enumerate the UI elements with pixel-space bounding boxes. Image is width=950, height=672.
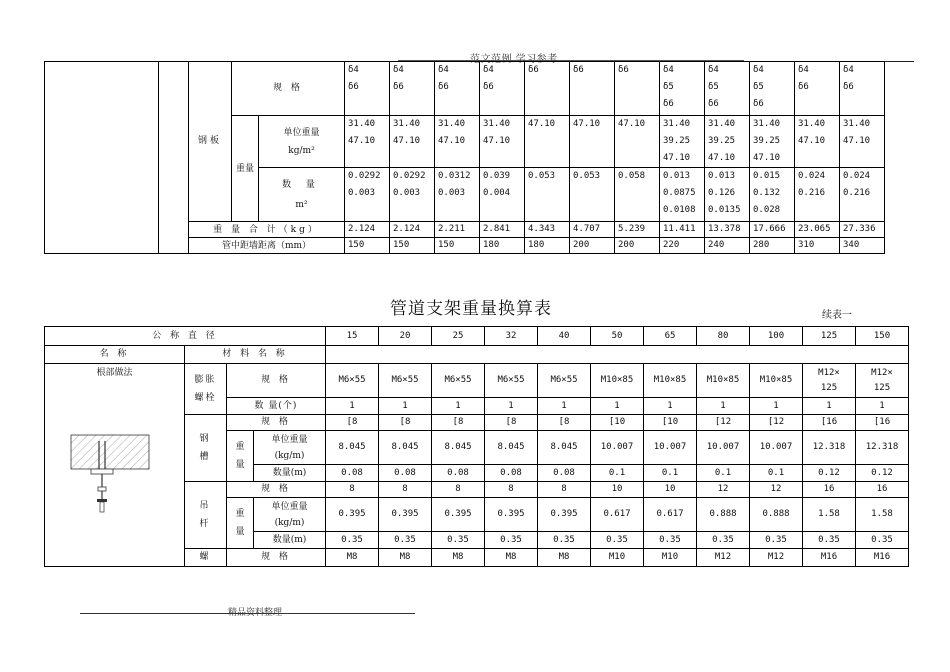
unit-weight-cell xyxy=(525,116,570,168)
bolt-spec-cell: M12× 125 xyxy=(803,364,856,398)
spec-cell-line: δ6 xyxy=(618,65,629,75)
unit-weight-cell-line: 47.10 xyxy=(798,136,826,146)
quantity-cell xyxy=(660,168,705,222)
unit-weight-cell-line: 47.10 xyxy=(393,136,421,146)
bolt-spec-cell: M10×85 xyxy=(591,364,644,398)
bolt-qty-cell: 1 xyxy=(538,398,591,415)
quantity-cell-line: 0.053 xyxy=(528,171,556,181)
rod-qty-cell: 0.35 xyxy=(485,532,538,549)
spec-cell xyxy=(750,62,795,116)
channel-spec-label: 规 格 xyxy=(227,415,326,431)
total-weight-cell: 2.841 xyxy=(480,222,525,238)
quantity-cell-line: 0.0292 xyxy=(348,171,381,181)
distance-cell: 180 xyxy=(480,238,525,254)
channel-unit-weight-cell: 10.007 xyxy=(591,431,644,465)
rod-unit-weight-cell: 0.395 xyxy=(485,498,538,532)
screw-spec-label: 规 格 xyxy=(227,549,326,567)
distance-cell: 150 xyxy=(345,238,390,254)
spec-cell-line: δ6 xyxy=(573,65,584,75)
total-weight-label: 重 量 合 计（kg） xyxy=(189,222,345,238)
total-weight-cell: 23.065 xyxy=(795,222,840,238)
diameter-cell: 50 xyxy=(591,327,644,346)
channel-qty-cell: 0.12 xyxy=(803,465,856,482)
rod-qty-cell: 0.35 xyxy=(591,532,644,549)
quantity-cell-line: 0.003 xyxy=(438,188,466,198)
unit-weight-cell-line: 31.40 xyxy=(483,119,511,129)
bolt-qty-cell: 1 xyxy=(644,398,697,415)
rod-spec-cell: 8 xyxy=(326,482,379,498)
bolt-qty-cell: 1 xyxy=(856,398,909,415)
unit-weight-cell-line: 47.10 xyxy=(438,136,466,146)
rod-spec-cell: 10 xyxy=(644,482,697,498)
screw-spec-cell: M8 xyxy=(326,549,379,567)
spec-cell-line: δ4 xyxy=(663,65,674,75)
unit-weight-cell-line: 31.40 xyxy=(438,119,466,129)
channel-unit-weight-cell: 12.318 xyxy=(856,431,909,465)
spec-cell xyxy=(660,62,705,116)
channel-unit-weight-cell: 10.007 xyxy=(750,431,803,465)
unit-weight-cell xyxy=(750,116,795,168)
bolt-spec-label: 规 格 xyxy=(227,364,326,398)
rod-qty-cell: 0.35 xyxy=(538,532,591,549)
screw-spec-cell: M8 xyxy=(379,549,432,567)
bolt-spec-cell: M6×55 xyxy=(432,364,485,398)
quantity-cell xyxy=(435,168,480,222)
distance-cell: 180 xyxy=(525,238,570,254)
unit-weight-cell-line: 31.40 xyxy=(393,119,421,129)
bolt-qty-cell: 1 xyxy=(326,398,379,415)
unit-weight-cell-line: 31.40 xyxy=(798,119,826,129)
spec-cell-line: δ6 xyxy=(708,99,719,109)
rod-spec-cell: 16 xyxy=(856,482,909,498)
rod-spec-label: 规 格 xyxy=(227,482,326,498)
unit-weight-cell xyxy=(390,116,435,168)
quantity-cell-line: 0.024 xyxy=(843,171,871,181)
channel-spec-cell: [8 xyxy=(538,415,591,431)
spec-cell-line: δ5 xyxy=(663,82,674,92)
bolt-spec-cell: M10×85 xyxy=(644,364,697,398)
rod-spec-cell: 8 xyxy=(379,482,432,498)
screw-spec-cell: M10 xyxy=(644,549,697,567)
bolt-spec-cell: M6×55 xyxy=(379,364,432,398)
quantity-cell-line: 0.013 xyxy=(708,171,736,181)
spec-cell-line: δ5 xyxy=(753,82,764,92)
bolt-qty-cell: 1 xyxy=(485,398,538,415)
bolt-qty-cell: 1 xyxy=(379,398,432,415)
quantity-cell-line: 0.216 xyxy=(798,188,826,198)
channel-spec-cell: [16 xyxy=(856,415,909,431)
qty-label: 数 量 m² xyxy=(259,168,345,222)
unit-weight-cell xyxy=(570,116,615,168)
bolt-spec-cell: M6×55 xyxy=(326,364,379,398)
rod-unit-weight-cell: 0.888 xyxy=(697,498,750,532)
unit-weight-cell-line: 39.25 xyxy=(753,136,781,146)
bolt-qty-cell: 1 xyxy=(697,398,750,415)
blank-cell xyxy=(45,62,159,254)
unit-weight-cell xyxy=(435,116,480,168)
channel-spec-cell: [10 xyxy=(591,415,644,431)
screw-label: 螺 xyxy=(185,549,227,567)
rod-spec-cell: 10 xyxy=(591,482,644,498)
rod-qty-cell: 0.35 xyxy=(856,532,909,549)
spec-cell-line: δ4 xyxy=(348,65,359,75)
page-header: 范文范例 学习参考 xyxy=(470,54,558,65)
channel-spec-cell: [8 xyxy=(326,415,379,431)
table-subtitle: 续表一 xyxy=(822,310,852,321)
unit-weight-cell-line: 31.40 xyxy=(663,119,691,129)
root-method-label: 根部做法 xyxy=(96,368,133,378)
channel-qty-cell: 0.08 xyxy=(485,465,538,482)
rod-unit-weight-label: 单位重量 (kg/m) xyxy=(254,498,326,532)
unit-weight-cell-line: 47.10 xyxy=(708,153,736,163)
quantity-cell-line: 0.024 xyxy=(798,171,826,181)
ceiling-slab-icon xyxy=(71,435,149,469)
total-weight-cell: 2.124 xyxy=(345,222,390,238)
quantity-cell-line: 0.004 xyxy=(483,188,511,198)
rod-unit-weight-cell: 0.395 xyxy=(538,498,591,532)
distance-cell: 240 xyxy=(705,238,750,254)
rod-qty-cell: 0.35 xyxy=(803,532,856,549)
unit-weight-cell-line: 39.25 xyxy=(663,136,691,146)
channel-qty-cell: 0.1 xyxy=(697,465,750,482)
spec-cell-line: δ6 xyxy=(798,82,809,92)
rod-qty-cell: 0.35 xyxy=(697,532,750,549)
distance-cell: 150 xyxy=(390,238,435,254)
quantity-cell xyxy=(345,168,390,222)
bolt-spec-cell: M10×85 xyxy=(697,364,750,398)
weight-label: 重量 xyxy=(232,116,259,222)
unit-weight-cell-line: 47.10 xyxy=(528,119,556,129)
channel-spec-cell: [8 xyxy=(379,415,432,431)
distance-cell: 310 xyxy=(795,238,840,254)
bolt-spec-cell: M10×85 xyxy=(750,364,803,398)
quantity-cell xyxy=(390,168,435,222)
channel-qty-cell: 0.08 xyxy=(538,465,591,482)
rod-qty-label: 数量(m) xyxy=(254,532,326,549)
distance-cell: 200 xyxy=(615,238,660,254)
unit-weight-cell-line: 47.10 xyxy=(348,136,376,146)
spec-cell-line: δ6 xyxy=(663,99,674,109)
bolt-qty-cell: 1 xyxy=(591,398,644,415)
channel-spec-cell: [10 xyxy=(644,415,697,431)
quantity-cell-line: 0.0135 xyxy=(708,205,741,215)
spec-cell-line: δ6 xyxy=(483,82,494,92)
channel-unit-weight-cell: 8.045 xyxy=(326,431,379,465)
total-weight-cell: 13.378 xyxy=(705,222,750,238)
bolt-spec-cell: M6×55 xyxy=(538,364,591,398)
unit-weight-cell xyxy=(840,116,885,168)
rod-qty-cell: 0.35 xyxy=(750,532,803,549)
channel-qty-label: 数量(m) xyxy=(254,465,326,482)
quantity-cell xyxy=(570,168,615,222)
rod-unit-weight-cell: 0.617 xyxy=(591,498,644,532)
distance-cell: 150 xyxy=(435,238,480,254)
unit-weight-cell-line: 31.40 xyxy=(348,119,376,129)
material-header: 材 料 名 称 xyxy=(185,346,326,364)
steel-plate-table xyxy=(44,61,885,254)
nominal-diameter-label: 公 称 直 径 xyxy=(45,327,326,346)
rod-unit-weight-cell: 1.58 xyxy=(803,498,856,532)
channel-qty-cell: 0.08 xyxy=(432,465,485,482)
unit-weight-cell-line: 31.40 xyxy=(708,119,736,129)
channel-unit-weight-cell: 8.045 xyxy=(379,431,432,465)
unit-weight-cell xyxy=(795,116,840,168)
name-header: 名 称 xyxy=(45,346,185,364)
total-weight-cell: 17.666 xyxy=(750,222,795,238)
channel-qty-cell: 0.08 xyxy=(379,465,432,482)
diameter-cell: 125 xyxy=(803,327,856,346)
rod-spec-cell: 8 xyxy=(485,482,538,498)
quantity-cell-line: 0.003 xyxy=(393,188,421,198)
quantity-cell xyxy=(525,168,570,222)
spec-cell xyxy=(840,62,885,116)
bolt-qty-cell: 1 xyxy=(750,398,803,415)
diameter-cell: 65 xyxy=(644,327,697,346)
blank-cell xyxy=(159,62,189,254)
diameter-cell: 20 xyxy=(379,327,432,346)
spec-cell-line: δ6 xyxy=(528,65,539,75)
spec-cell-line: δ4 xyxy=(438,65,449,75)
diameter-cell: 15 xyxy=(326,327,379,346)
quantity-cell-line: 0.0108 xyxy=(663,205,696,215)
spec-cell-line: δ4 xyxy=(843,65,854,75)
screw-spec-cell: M10 xyxy=(591,549,644,567)
spec-cell-line: δ5 xyxy=(708,82,719,92)
distance-label: 管中距墙距离（mm） xyxy=(189,238,345,254)
rod-unit-weight-cell: 0.395 xyxy=(379,498,432,532)
rod-unit-weight-cell: 0.888 xyxy=(750,498,803,532)
unit-weight-cell xyxy=(615,116,660,168)
distance-cell: 220 xyxy=(660,238,705,254)
rod-qty-cell: 0.35 xyxy=(326,532,379,549)
quantity-cell-line: 0.028 xyxy=(753,205,781,215)
channel-unit-weight-label: 单位重量 (kg/m) xyxy=(254,431,326,465)
quantity-cell-line: 0.039 xyxy=(483,171,511,181)
channel-unit-weight-cell: 12.318 xyxy=(803,431,856,465)
channel-spec-cell: [8 xyxy=(432,415,485,431)
channel-label: 钢 槽 xyxy=(185,415,227,482)
screw-spec-cell: M8 xyxy=(485,549,538,567)
spec-cell-line: δ6 xyxy=(348,82,359,92)
rod-unit-weight-cell: 0.395 xyxy=(432,498,485,532)
distance-cell: 200 xyxy=(570,238,615,254)
spec-cell-line: δ6 xyxy=(438,82,449,92)
quantity-cell-line: 0.053 xyxy=(573,171,601,181)
root-mounting-drawing xyxy=(53,427,155,537)
rod-label: 吊 杆 xyxy=(185,482,227,549)
channel-unit-weight-cell: 10.007 xyxy=(644,431,697,465)
spec-cell xyxy=(525,62,570,116)
bolt-label: 膨胀 螺栓 xyxy=(185,364,227,415)
bolt-qty-cell: 1 xyxy=(803,398,856,415)
channel-qty-cell: 0.08 xyxy=(326,465,379,482)
quantity-cell-line: 0.015 xyxy=(753,171,781,181)
screw-spec-cell: M8 xyxy=(538,549,591,567)
total-weight-cell: 2.211 xyxy=(435,222,480,238)
unit-weight-cell-line: 31.40 xyxy=(843,119,871,129)
page-footer: 精品资料整理 xyxy=(228,608,283,618)
quantity-cell-line: 0.058 xyxy=(618,171,646,181)
channel-steel-icon xyxy=(91,469,113,474)
channel-qty-cell: 0.1 xyxy=(750,465,803,482)
unit-weight-cell-line: 47.10 xyxy=(483,136,511,146)
unit-weight-cell-line: 47.10 xyxy=(573,119,601,129)
channel-qty-cell: 0.12 xyxy=(856,465,909,482)
quantity-cell-line: 0.0292 xyxy=(393,171,426,181)
total-weight-cell: 27.336 xyxy=(840,222,885,238)
rod-spec-cell: 8 xyxy=(432,482,485,498)
unit-weight-cell-line: 47.10 xyxy=(618,119,646,129)
quantity-cell-line: 0.013 xyxy=(663,171,691,181)
distance-cell: 280 xyxy=(750,238,795,254)
diameter-cell: 100 xyxy=(750,327,803,346)
unit-weight-cell-line: 31.40 xyxy=(753,119,781,129)
channel-spec-cell: [8 xyxy=(485,415,538,431)
total-weight-cell: 4.343 xyxy=(525,222,570,238)
channel-unit-weight-cell: 8.045 xyxy=(538,431,591,465)
channel-weight-label: 重 量 xyxy=(227,431,254,482)
bolt-qty-cell: 1 xyxy=(432,398,485,415)
blank-cell xyxy=(326,346,909,364)
spec-cell-line: δ6 xyxy=(843,82,854,92)
quantity-cell xyxy=(480,168,525,222)
rod-weight-label: 重 量 xyxy=(227,498,254,549)
channel-unit-weight-cell: 8.045 xyxy=(485,431,538,465)
table-title: 管道支架重量换算表 xyxy=(390,299,552,319)
unit-weight-cell xyxy=(705,116,750,168)
bracket-weight-table xyxy=(44,326,909,567)
spec-cell-line: δ6 xyxy=(753,99,764,109)
spec-cell xyxy=(435,62,480,116)
channel-qty-cell: 0.1 xyxy=(644,465,697,482)
spec-cell xyxy=(345,62,390,116)
quantity-cell xyxy=(795,168,840,222)
rod-qty-cell: 0.35 xyxy=(379,532,432,549)
spec-label: 规 格 xyxy=(232,62,345,116)
spec-cell xyxy=(570,62,615,116)
total-weight-cell: 4.707 xyxy=(570,222,615,238)
rod-spec-cell: 12 xyxy=(750,482,803,498)
channel-spec-cell: [16 xyxy=(803,415,856,431)
unit-weight-cell xyxy=(480,116,525,168)
bolt-spec-cell: M6×55 xyxy=(485,364,538,398)
channel-spec-cell: [12 xyxy=(750,415,803,431)
diameter-cell: 150 xyxy=(856,327,909,346)
total-weight-cell: 2.124 xyxy=(390,222,435,238)
unit-weight-cell-line: 47.10 xyxy=(843,136,871,146)
screw-spec-cell: M12 xyxy=(697,549,750,567)
unit-weight-cell-line: 39.25 xyxy=(708,136,736,146)
spec-cell-line: δ4 xyxy=(753,65,764,75)
spec-cell-line: δ4 xyxy=(798,65,809,75)
rod-spec-cell: 12 xyxy=(697,482,750,498)
channel-unit-weight-cell: 10.007 xyxy=(697,431,750,465)
diameter-cell: 40 xyxy=(538,327,591,346)
screw-spec-cell: M16 xyxy=(856,549,909,567)
rod-qty-cell: 0.35 xyxy=(644,532,697,549)
channel-unit-weight-cell: 8.045 xyxy=(432,431,485,465)
spec-cell-line: δ4 xyxy=(483,65,494,75)
quantity-cell xyxy=(840,168,885,222)
channel-qty-cell: 0.1 xyxy=(591,465,644,482)
spec-cell xyxy=(795,62,840,116)
screw-spec-cell: M8 xyxy=(432,549,485,567)
distance-cell: 340 xyxy=(840,238,885,254)
quantity-cell-line: 0.126 xyxy=(708,188,736,198)
screw-spec-cell: M16 xyxy=(803,549,856,567)
unit-weight-cell xyxy=(660,116,705,168)
quantity-cell-line: 0.003 xyxy=(348,188,376,198)
unit-weight-cell-line: 47.10 xyxy=(663,153,691,163)
spec-cell xyxy=(705,62,750,116)
spec-cell xyxy=(390,62,435,116)
quantity-cell xyxy=(615,168,660,222)
rod-spec-cell: 16 xyxy=(803,482,856,498)
spec-cell-line: δ4 xyxy=(708,65,719,75)
diameter-cell: 80 xyxy=(697,327,750,346)
spec-cell-line: δ6 xyxy=(393,82,404,92)
quantity-cell-line: 0.132 xyxy=(753,188,781,198)
rod-unit-weight-cell: 0.617 xyxy=(644,498,697,532)
rod-qty-cell: 0.35 xyxy=(432,532,485,549)
diameter-cell: 32 xyxy=(485,327,538,346)
rod-spec-cell: 8 xyxy=(538,482,591,498)
diameter-cell: 25 xyxy=(432,327,485,346)
bolt-qty-label: 数 量(个) xyxy=(227,398,326,415)
rod-unit-weight-cell: 0.395 xyxy=(326,498,379,532)
quantity-cell xyxy=(705,168,750,222)
total-weight-cell: 5.239 xyxy=(615,222,660,238)
quantity-cell-line: 0.216 xyxy=(843,188,871,198)
spec-cell xyxy=(480,62,525,116)
spec-cell-line: δ4 xyxy=(393,65,404,75)
quantity-cell xyxy=(750,168,795,222)
quantity-cell-line: 0.0312 xyxy=(438,171,471,181)
rod-unit-weight-cell: 1.58 xyxy=(856,498,909,532)
total-weight-cell: 11.411 xyxy=(660,222,705,238)
category-label: 钢板 xyxy=(189,62,232,222)
spec-cell xyxy=(615,62,660,116)
bolt-spec-cell: M12× 125 xyxy=(856,364,909,398)
channel-spec-cell: [12 xyxy=(697,415,750,431)
screw-spec-cell: M12 xyxy=(750,549,803,567)
unit-weight-cell xyxy=(345,116,390,168)
unit-weight-cell-line: 47.10 xyxy=(753,153,781,163)
quantity-cell-line: 0.0875 xyxy=(663,188,696,198)
unit-weight-label: 单位重量 kg/m² xyxy=(259,116,345,168)
